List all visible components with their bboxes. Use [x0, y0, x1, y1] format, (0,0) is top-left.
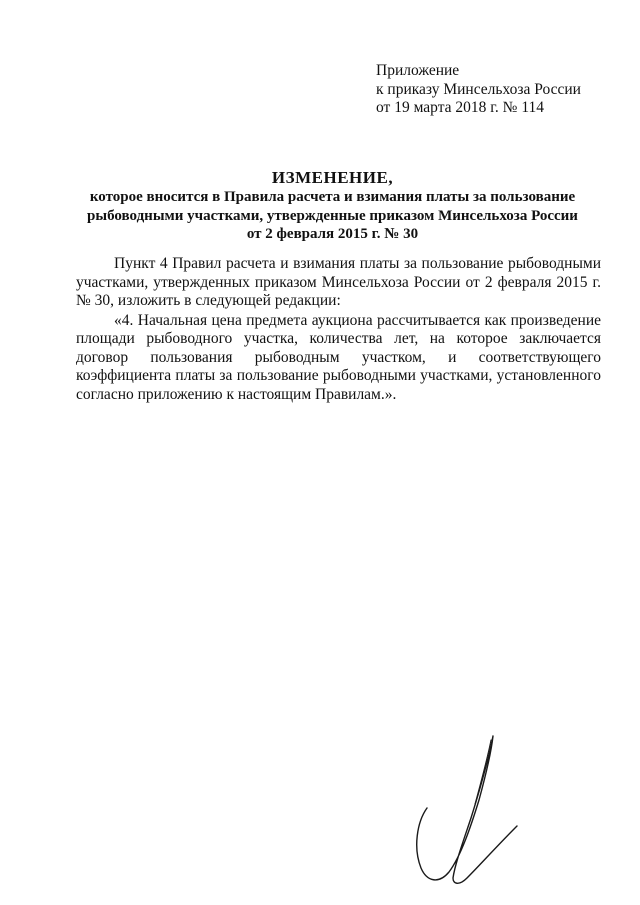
appendix-line-3: от 19 марта 2018 г. № 114: [376, 99, 544, 116]
title-line-1: которое вносится в Правила расчета и взимания платы за пользование: [89, 189, 576, 205]
handwritten-signature: [405, 730, 525, 890]
document-title: [60, 168, 605, 244]
appendix-header: [376, 62, 626, 118]
title-heading: ИЗМЕНЕНИЕ,: [271, 168, 394, 187]
title-line-3: от 2 февраля 2015 г. № 30: [246, 226, 419, 242]
document-body: [76, 255, 601, 404]
body-paragraph-1: Пункт 4 Правил расчета и взимания платы за пользование рыбоводными участками, утвержденных приказом Минсельхоза России от 2 февраля 2015 г. № 30, изложить в следующей редакции:: [76, 255, 601, 309]
body-paragraph-2: «4. Начальная цена предмета аукциона рассчитывается как произведение площади рыбоводного участка, количества лет, на которое заключается договор пользования рыбоводным участком, и соответствующего коэффициента платы за пользование рыбоводными участками, установленного согласно приложению к настоящим Правилам.».: [76, 311, 601, 403]
title-line-2: рыбоводными участками, утвержденные приказом Минсельхоза России: [87, 207, 578, 224]
appendix-line-2: к приказу Минсельхоза России: [376, 80, 581, 98]
appendix-line-1: Приложение: [376, 62, 460, 79]
